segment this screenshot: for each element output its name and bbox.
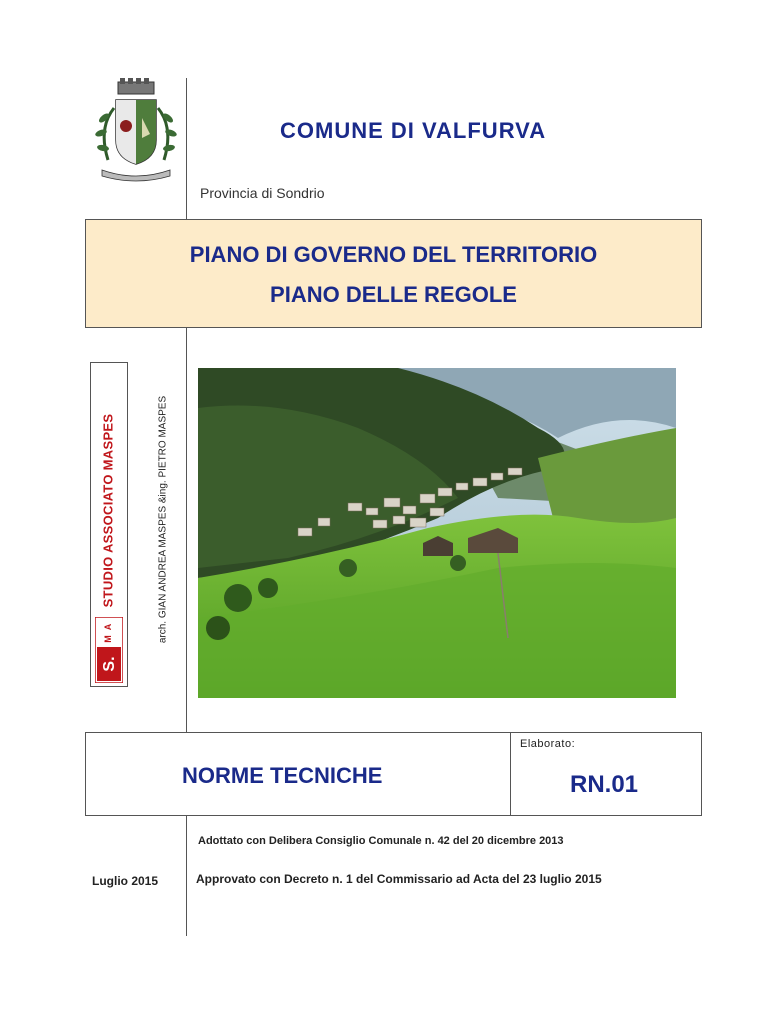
approval-note: Approvato con Decreto n. 1 del Commissario ad Acta del 23 luglio 2015 — [196, 872, 602, 886]
document-title: NORME TECNICHE — [182, 763, 383, 788]
comune-title: COMUNE DI VALFURVA — [280, 118, 547, 143]
document-title-box — [85, 732, 702, 816]
architects-credit: arch. GIAN ANDREA MASPES &ing. PIETRO MASPES — [157, 395, 169, 644]
box-divider — [510, 733, 511, 815]
studio-logo — [95, 617, 123, 683]
svg-text:M: M — [103, 635, 113, 643]
left-column-divider-bottom — [186, 816, 187, 936]
coat-of-arms-logo — [92, 78, 180, 186]
left-column-divider-middle — [186, 328, 187, 732]
svg-text:A: A — [103, 623, 113, 631]
document-date: Luglio 2015 — [92, 874, 159, 888]
elaborato-code: RN.01 — [570, 771, 639, 798]
svg-text:S.: S. — [101, 656, 118, 672]
plan-title: PIANO DI GOVERNO DEL TERRITORIO — [189, 242, 598, 267]
plan-subtitle: PIANO DELLE REGOLE — [270, 282, 517, 307]
adoption-note: Adottato con Delibera Consiglio Comunale n. 42 del 20 dicembre 2013 — [198, 835, 564, 847]
plan-title-box — [85, 219, 702, 328]
left-column-divider — [186, 78, 187, 219]
studio-box — [90, 362, 128, 687]
provincia-label: Provincia di Sondrio — [200, 185, 325, 201]
studio-name: STUDIO ASSOCIATO MASPES — [100, 413, 116, 608]
elaborato-label: Elaborato: — [520, 738, 576, 750]
valley-landscape-photo — [198, 368, 676, 698]
